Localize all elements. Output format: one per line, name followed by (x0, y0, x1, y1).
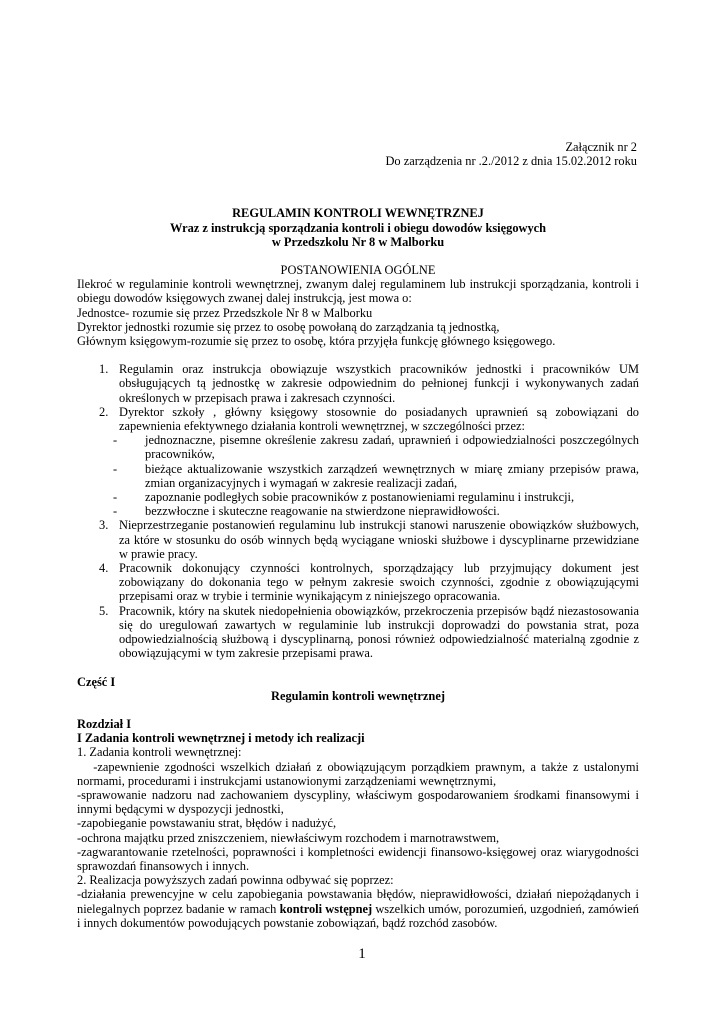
task-prevention: -zapobieganie powstawaniu strat, błędów i nadużyć, (77, 816, 337, 831)
part-title: Regulamin kontroli wewnętrznej (271, 688, 445, 703)
provision-text: Pracownik, który na skutek niedopełnienia obowiązków, przekroczenia przepisów bądź niezastosowania się do uregulowań zawartych w regulaminie lub instrukcji doprowadzi do powstania strat, poza odpowiedzialnością służbową i dyscyplinarną, ponosi również odpowiedzialność materialną zgodnie z obowiązującymi w tym zakresie przepisami prawa. (119, 603, 639, 661)
duty-item (112, 504, 639, 518)
part-label: Część I (77, 674, 116, 689)
duty-item (112, 490, 639, 504)
general-heading: POSTANOWIENIA OGÓLNE (280, 263, 436, 278)
chapter-title: I Zadania kontroli wewnętrznej i metody ich realizacji (77, 731, 365, 746)
preventive-text-end: wszelkich umów, porozumień, uzgodnień, zamówień i innych dokumentów powodujących powstanie zobowiązań, bądź rozchód zasobów. (77, 901, 639, 930)
definition-director: Dyrektor jednostki rozumie się przez to osobę powołaną do zarządzania tą jednostką, (77, 319, 500, 334)
duty-item (112, 462, 639, 490)
title-line-2: Wraz z instrukcją sporządzania kontroli i obiegu dowodów księgowych (169, 220, 547, 235)
title-line-1: REGULAMIN KONTROLI WEWNĘTRZNEJ (232, 206, 484, 221)
attachment-number: Załącznik nr 2 (565, 140, 637, 154)
general-intro: Ilekroć w regulaminie kontroli wewnętrznej, zwanym dalej regulaminem lub instrukcji sporządzania, kontroli i obiegu dowodów księgowych zwanej dalej instrukcją, jest mowa o: (77, 277, 639, 306)
provision-text: Nieprzestrzeganie postanowień regulaminu lub instrukcji stanowi naruszenie obowiązków służbowych, za które w stosunku do osób winnych będą wyciągane wnioski służbowe i dyscyplinarne przewidziane w prawie pracy. (119, 518, 639, 561)
dash-marker: - (113, 433, 118, 448)
dash-marker: - (113, 504, 118, 519)
tasks-heading: 1. Zadania kontroli wewnętrznej: (77, 745, 242, 760)
provision-item (77, 604, 639, 661)
realization-preventive (77, 887, 639, 930)
provisions-list (77, 362, 639, 660)
provision-number: 2. (99, 404, 109, 419)
realization-heading: 2. Realizacja powyższych zadań powinna odbywać się poprzez: (77, 873, 394, 888)
provision-number: 3. (99, 518, 109, 533)
provision-text: Pracownik dokonujący czynności kontrolnych, sporządzający lub przyjmujący dokument jest zobowiązany do dokonania tego w pełnym zakresie swoich czynności, zgodnie z obowiązującymi przepisami oraz w trybie i terminie wynikającym z niniejszego opracowania. (119, 561, 639, 604)
document-title (77, 206, 639, 249)
duty-text: bieżące aktualizowanie wszystkich zarządzeń wewnętrznych w miarę zmiany przepisów prawa, zmian organizacyjnych i wymagań w zakresie realizacji zadań, (145, 461, 639, 490)
duty-item (112, 433, 639, 461)
attachment-header (77, 140, 639, 168)
definition-unit: Jednostce- rozumie się przez Przedszkole Nr 8 w Malborku (77, 305, 373, 320)
chapter-label: Rozdział I (77, 716, 132, 731)
provision-item (77, 561, 639, 604)
provision-item (77, 362, 639, 405)
title-line-3: w Przedszkolu Nr 8 w Malborku (271, 234, 445, 249)
dash-marker: - (113, 490, 118, 505)
provision-text: Dyrektor szkoły , główny księgowy stosownie do posiadanych uprawnień są zobowiązani do zapewnienia efektywnego działania kontroli wewnętrznej, w szczególności przez: (119, 404, 639, 434)
provision-item (77, 518, 639, 561)
task-protection: -ochrona majątku przed zniszczeniem, niewłaściwym rozchodem i marnotrawstwem, (77, 830, 500, 845)
provision-number: 4. (99, 561, 109, 576)
dash-marker: - (113, 461, 118, 476)
duty-text: zapoznanie podległych sobie pracowników z postanowieniami regulaminu i instrukcji, (145, 490, 575, 505)
preventive-text-start: -działania prewencyjne w celu zapobiegania powstawania błędów, nieprawidłowości, działań niepożądanych i nielegalnych poprzez badanie w ramach (77, 887, 639, 916)
provision-text: Regulamin oraz instrukcja obowiązuje wszystkich pracowników jednostki i pracowników UM obsługujących tą jednostkę w zakresie odpowiednim do pełnionej funkcji i wykonywanych zadań określonych w przepisach prawa i zakresach czynności. (119, 362, 639, 405)
provision-item (77, 405, 639, 519)
duties-list (77, 433, 639, 518)
provision-number: 1. (99, 362, 109, 377)
page-content (77, 140, 643, 930)
provision-number: 5. (99, 603, 109, 618)
task-supervision: -sprawowanie nadzoru nad zachowaniem dyscypliny, właściwym gospodarowaniem środkami finansowymi i innymi będącymi w dyspozycji jednostki, (77, 787, 639, 817)
task-compliance: -zapewnienie zgodności wszelkich działań z obowiązującym porządkiem prawnym, a także z ustalonymi normami, procedurami i instrukcjami ustanowionymi zarządzeniami wewnętrznymi, (77, 759, 643, 788)
duty-text: bezzwłoczne i skuteczne reagowanie na stwierdzone nieprawidłowości. (145, 504, 500, 519)
preventive-text-emphasis: kontroli wstępnej (279, 901, 373, 916)
attachment-reference: Do zarządzenia nr .2./2012 z dnia 15.02.2012 roku (385, 154, 637, 169)
duty-text: jednoznaczne, pisemne określenie zakresu zadań, uprawnień i odpowiedzialności poszczególnych pracowników, (145, 433, 639, 462)
task-reliability: -zagwarantowanie rzetelności, poprawności i kompletności ewidencji finansowo-księgowej oraz wiarygodności sprawozdań finansowych i innych. (77, 844, 639, 873)
definition-accountant: Głównym księgowym-rozumie się przez to osobę, która przyjęła funkcję głównego księgowego. (77, 334, 556, 349)
page-number: 1 (358, 946, 366, 962)
